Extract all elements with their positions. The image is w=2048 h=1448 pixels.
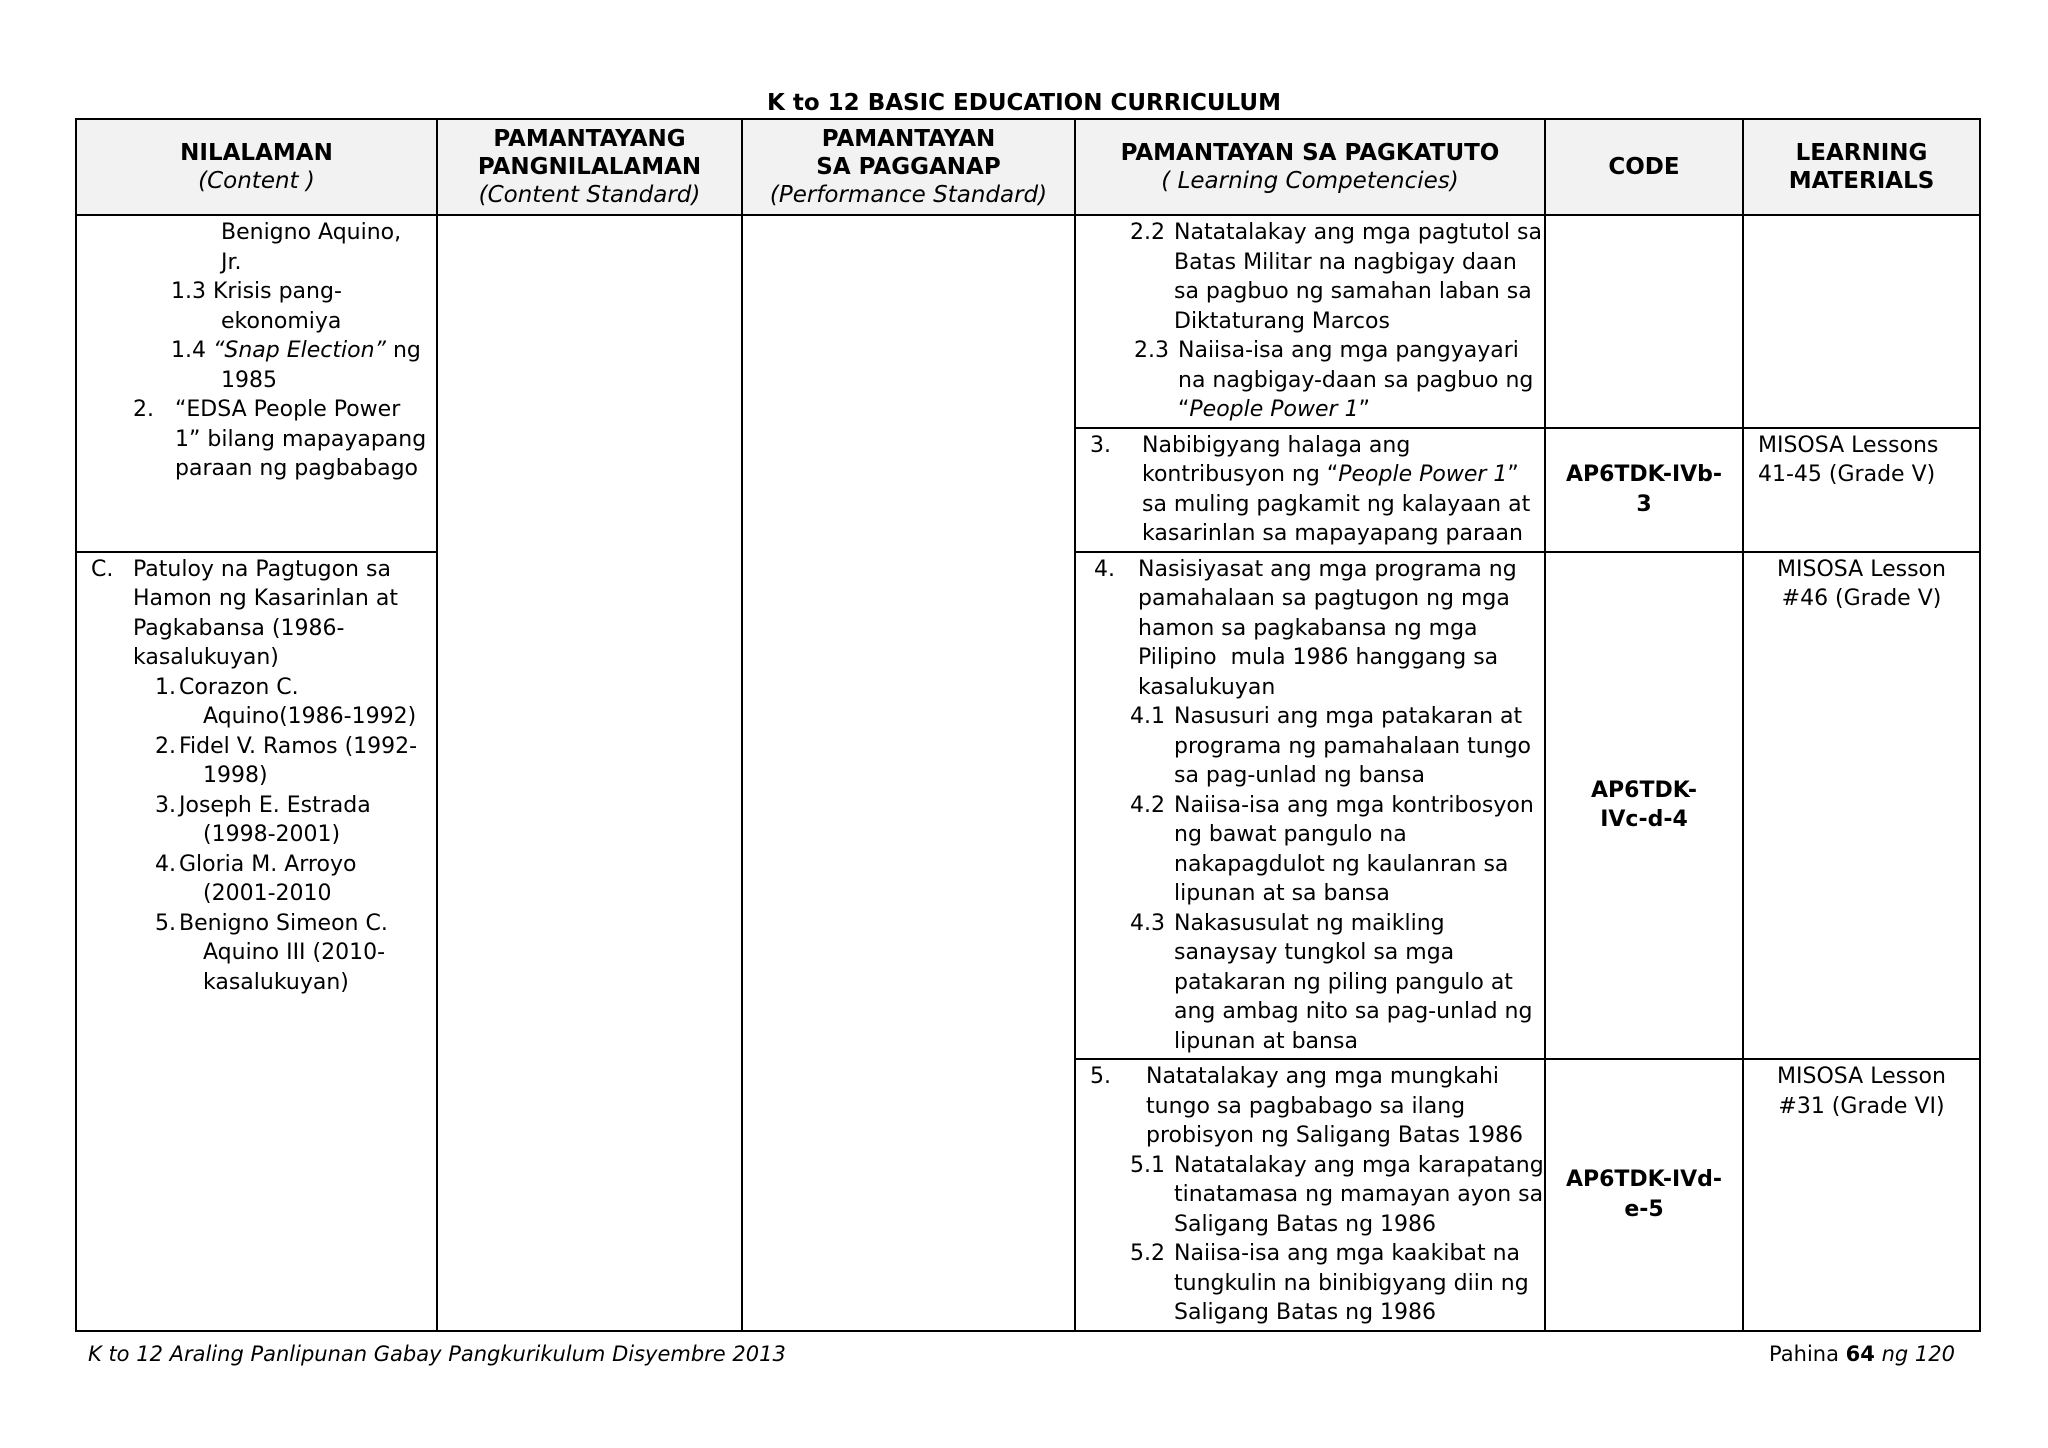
materials-line: #46 (Grade V) [1781, 586, 1942, 611]
competency-cell-c [1075, 552, 1545, 1060]
content-line: Aquino III (2010- [203, 940, 386, 965]
competency-italic: People Power 1 [1189, 397, 1359, 422]
competency-text: Naiisa-isa ang mga kaakibat na [1174, 1241, 1521, 1266]
materials-cell-empty [1743, 215, 1980, 428]
competency-line: Saligang Batas ng 1986 [1174, 1211, 1437, 1237]
competency-line [1082, 431, 1538, 461]
competency-line: patakaran ng piling pangulo at [1174, 969, 1513, 995]
content-line [83, 673, 430, 703]
competency-line: Pilipino mula 1986 hanggang sa [1138, 645, 1499, 670]
document-title: K to 12 BASIC EDUCATION CURRICULUM [767, 90, 1281, 116]
header-row [76, 119, 1980, 215]
competency-line: hamon sa pagkabansa ng mga [1138, 615, 1478, 641]
competency-line [1082, 555, 1538, 585]
code-text: 3 [1636, 491, 1652, 517]
competency-text: kontribusyon ng “ [1142, 462, 1339, 487]
competency-number: 4.1 [1130, 704, 1165, 729]
content-line: kasalukuyan) [133, 645, 279, 670]
competency-cell-b [1075, 428, 1545, 552]
competency-text: “ [1178, 397, 1190, 422]
content-text: Gloria M. Arroyo [179, 851, 357, 877]
competency-number: 4.2 [1130, 792, 1165, 818]
competency-line: lipunan at sa bansa [1174, 881, 1390, 906]
competency-number: 2.2 [1130, 220, 1165, 245]
curriculum-table [75, 118, 1981, 1332]
content-line: (2001-2010 [203, 881, 332, 906]
content-text: Benigno Simeon C. [179, 910, 388, 936]
content-standard-cell [437, 215, 742, 1331]
competency-line: na nagbigay-daan sa pagbuo ng [1178, 367, 1534, 393]
code-text: AP6TDK-IVb- [1565, 462, 1723, 487]
competency-number: 3. [1090, 432, 1111, 458]
content-number: 2. [133, 397, 154, 422]
competency-text: Naiisa-isa ang mga kontribosyon [1174, 792, 1534, 818]
competency-line: tungkulin na binibigyang diin ng [1174, 1270, 1529, 1296]
competency-text: Nasisiyasat ang mga programa ng [1138, 556, 1517, 582]
content-line: Jr. [221, 249, 242, 275]
code-cell-2 [1545, 552, 1743, 1060]
header-content-standard-subtitle: (Content Standard) [478, 182, 701, 208]
materials-line: MISOSA Lessons [1758, 432, 1939, 458]
footer-current-page: 64 [1845, 1342, 1875, 1366]
header-performance-standard-title-2: SA PAGGANAP [816, 154, 1001, 180]
header-content-title: NILALAMAN [180, 140, 333, 166]
content-line [83, 791, 430, 821]
competency-line: lipunan at bansa [1174, 1028, 1358, 1054]
competency-line: kasalukuyan [1138, 674, 1276, 700]
competency-cell-d [1075, 1059, 1545, 1331]
competency-line: tungo sa pagbabago sa ilang [1146, 1093, 1466, 1119]
footer-page-number [1769, 1340, 1955, 1368]
competency-line [1082, 336, 1538, 366]
competency-number: 5.1 [1130, 1152, 1165, 1178]
competency-line: Diktaturang Marcos [1174, 308, 1390, 334]
content-line: kasalukuyan) [203, 969, 349, 995]
code-cell-3 [1545, 1059, 1743, 1331]
competency-number: 5. [1090, 1064, 1111, 1089]
footer-total-pages: 120 [1914, 1342, 1955, 1366]
content-text: ng [392, 338, 421, 363]
competency-line: kasarinlan sa mapayapang paraan [1142, 521, 1523, 546]
competency-line [1082, 702, 1538, 732]
materials-line: 41-45 (Grade V) [1758, 462, 1936, 487]
header-code [1545, 119, 1743, 215]
competency-text: ” [1358, 397, 1370, 422]
header-performance-standard [742, 119, 1075, 215]
content-number: 1.4 [171, 338, 206, 363]
content-line: paraan ng pagbabago [175, 456, 419, 481]
code-text: AP6TDK- [1591, 777, 1697, 803]
content-text: Corazon C. [179, 674, 299, 700]
code-text: AP6TDK-IVd- [1565, 1167, 1723, 1193]
competency-number: 4. [1094, 556, 1115, 582]
competency-line: nakapagdulot ng kaulanran sa [1174, 851, 1509, 877]
header-learning-materials-title-2: MATERIALS [1788, 168, 1935, 194]
content-number: 3. [155, 792, 176, 818]
content-line: Benigno Aquino, [221, 220, 402, 245]
header-learning-materials [1743, 119, 1980, 215]
materials-cell-2 [1743, 552, 1980, 1060]
competency-line: sa muling pagkamit ng kalayaan at [1142, 491, 1531, 517]
competency-line [1082, 1062, 1538, 1092]
competency-line [1082, 1151, 1544, 1181]
competency-line: programa ng pamahalaan tungo [1174, 733, 1532, 759]
code-text: IVc-d-4 [1600, 807, 1688, 833]
table-row [76, 215, 1980, 428]
materials-cell-1 [1743, 428, 1980, 552]
header-performance-standard-title-1: PAMANTAYAN [821, 126, 996, 152]
competency-text: ” [1507, 462, 1519, 487]
competency-line: ang ambag nito sa pag-unlad ng [1174, 999, 1533, 1024]
header-learning-competencies [1075, 119, 1545, 215]
content-text: Joseph E. Estrada [179, 792, 371, 818]
content-line: 1” bilang mapayapang [175, 426, 427, 452]
content-line: ekonomiya [221, 308, 342, 334]
code-cell-1 [1545, 428, 1743, 552]
content-line: Aquino(1986-1992) [203, 704, 417, 729]
content-line: 1998) [203, 763, 268, 788]
header-code-title: CODE [1608, 154, 1680, 180]
content-cell-1 [76, 215, 437, 552]
competency-line: Saligang Batas ng 1986 [1174, 1300, 1437, 1325]
table-header [76, 119, 1980, 215]
content-line [83, 909, 430, 939]
header-content-subtitle: (Content ) [198, 168, 315, 194]
content-number: 4. [155, 851, 176, 877]
competency-line: sa pag-unlad ng bansa [1174, 763, 1425, 788]
competency-line: probisyon ng Saligang Batas 1986 [1146, 1123, 1523, 1148]
competency-text: Natatalakay ang mga pagtutol sa [1174, 220, 1542, 245]
footer-page-word: Pahina [1769, 1342, 1839, 1366]
competency-text: Natatalakay ang mga mungkahi [1146, 1064, 1500, 1089]
competency-line [1082, 791, 1538, 821]
content-number: 1. [155, 674, 176, 700]
competency-cell-a [1075, 215, 1545, 428]
content-text: Patuloy na Pagtugon sa [133, 556, 391, 582]
content-italic: “Snap Election” [213, 338, 386, 363]
competency-number: 4.3 [1130, 910, 1165, 936]
content-line: Pagkabansa (1986- [133, 615, 345, 641]
materials-line: #31 (Grade VI) [1778, 1093, 1945, 1119]
competency-text: Natatalakay ang mga karapatang [1174, 1152, 1544, 1178]
content-line: 1.3 Krisis pang- [171, 279, 342, 304]
competency-text: Naiisa-isa ang mga pangyayari [1178, 338, 1519, 363]
competency-line: pamahalaan sa pagtugon ng mga [1138, 586, 1510, 611]
header-content-standard-title-1: PAMANTAYANG [493, 126, 686, 152]
competency-line: Batas Militar na nagbigay daan [1174, 249, 1517, 275]
competency-number: 5.2 [1130, 1241, 1165, 1266]
code-cell-empty [1545, 215, 1743, 428]
code-text: e-5 [1624, 1196, 1664, 1222]
competency-text: Nasusuri ang mga patakaran at [1174, 704, 1523, 729]
footer-document-name: K to 12 Araling Panlipunan Gabay Pangkurikulum Disyembre 2013 [88, 1342, 786, 1366]
header-content-standard-title-2: PANGNILALAMAN [477, 154, 702, 180]
content-text: “EDSA People Power [175, 397, 401, 422]
content-cell-2 [76, 552, 437, 1331]
competency-text: Nakasusulat ng maikling [1174, 910, 1445, 936]
competency-line: sa pagbuo ng samahan laban sa [1174, 279, 1532, 304]
content-number: 2. [155, 733, 176, 759]
competency-number: 2.3 [1134, 338, 1169, 363]
materials-cell-3 [1743, 1059, 1980, 1331]
content-line [83, 850, 430, 880]
content-line: Hamon ng Kasarinlan at [133, 586, 398, 611]
header-content-standard [437, 119, 742, 215]
header-learning-competencies-subtitle: ( Learning Competencies) [1161, 168, 1459, 194]
footer-of-word: ng [1881, 1342, 1909, 1366]
content-line: 1985 [221, 367, 277, 393]
competency-line: sanaysay tungkol sa mga [1174, 940, 1455, 965]
header-learning-competencies-title: PAMANTAYAN SA PAGKATUTO [1120, 140, 1500, 166]
header-performance-standard-subtitle: (Performance Standard) [769, 182, 1048, 208]
content-line [83, 336, 430, 366]
materials-line: MISOSA Lesson [1777, 1064, 1946, 1089]
competency-line [1082, 460, 1538, 490]
content-number: 5. [155, 910, 176, 936]
header-content [76, 119, 437, 215]
competency-line: tinatamasa ng mamayan ayon sa [1174, 1182, 1544, 1207]
competency-line: ng bawat pangulo na [1174, 822, 1407, 847]
content-number: C. [91, 556, 114, 582]
competency-italic: People Power 1 [1338, 462, 1508, 487]
competency-line [1082, 218, 1542, 248]
content-text: Fidel V. Ramos (1992- [179, 733, 418, 759]
competency-line [1082, 1239, 1538, 1269]
header-learning-materials-title-1: LEARNING [1795, 140, 1928, 166]
content-line [83, 732, 430, 762]
competency-line [1082, 909, 1538, 939]
performance-standard-cell [742, 215, 1075, 1331]
content-line: (1998-2001) [203, 822, 341, 847]
competency-line [1082, 395, 1538, 425]
materials-line: MISOSA Lesson [1777, 556, 1946, 582]
content-line [83, 555, 430, 585]
competency-text: Nabibigyang halaga ang [1142, 432, 1411, 458]
content-line [83, 395, 430, 425]
